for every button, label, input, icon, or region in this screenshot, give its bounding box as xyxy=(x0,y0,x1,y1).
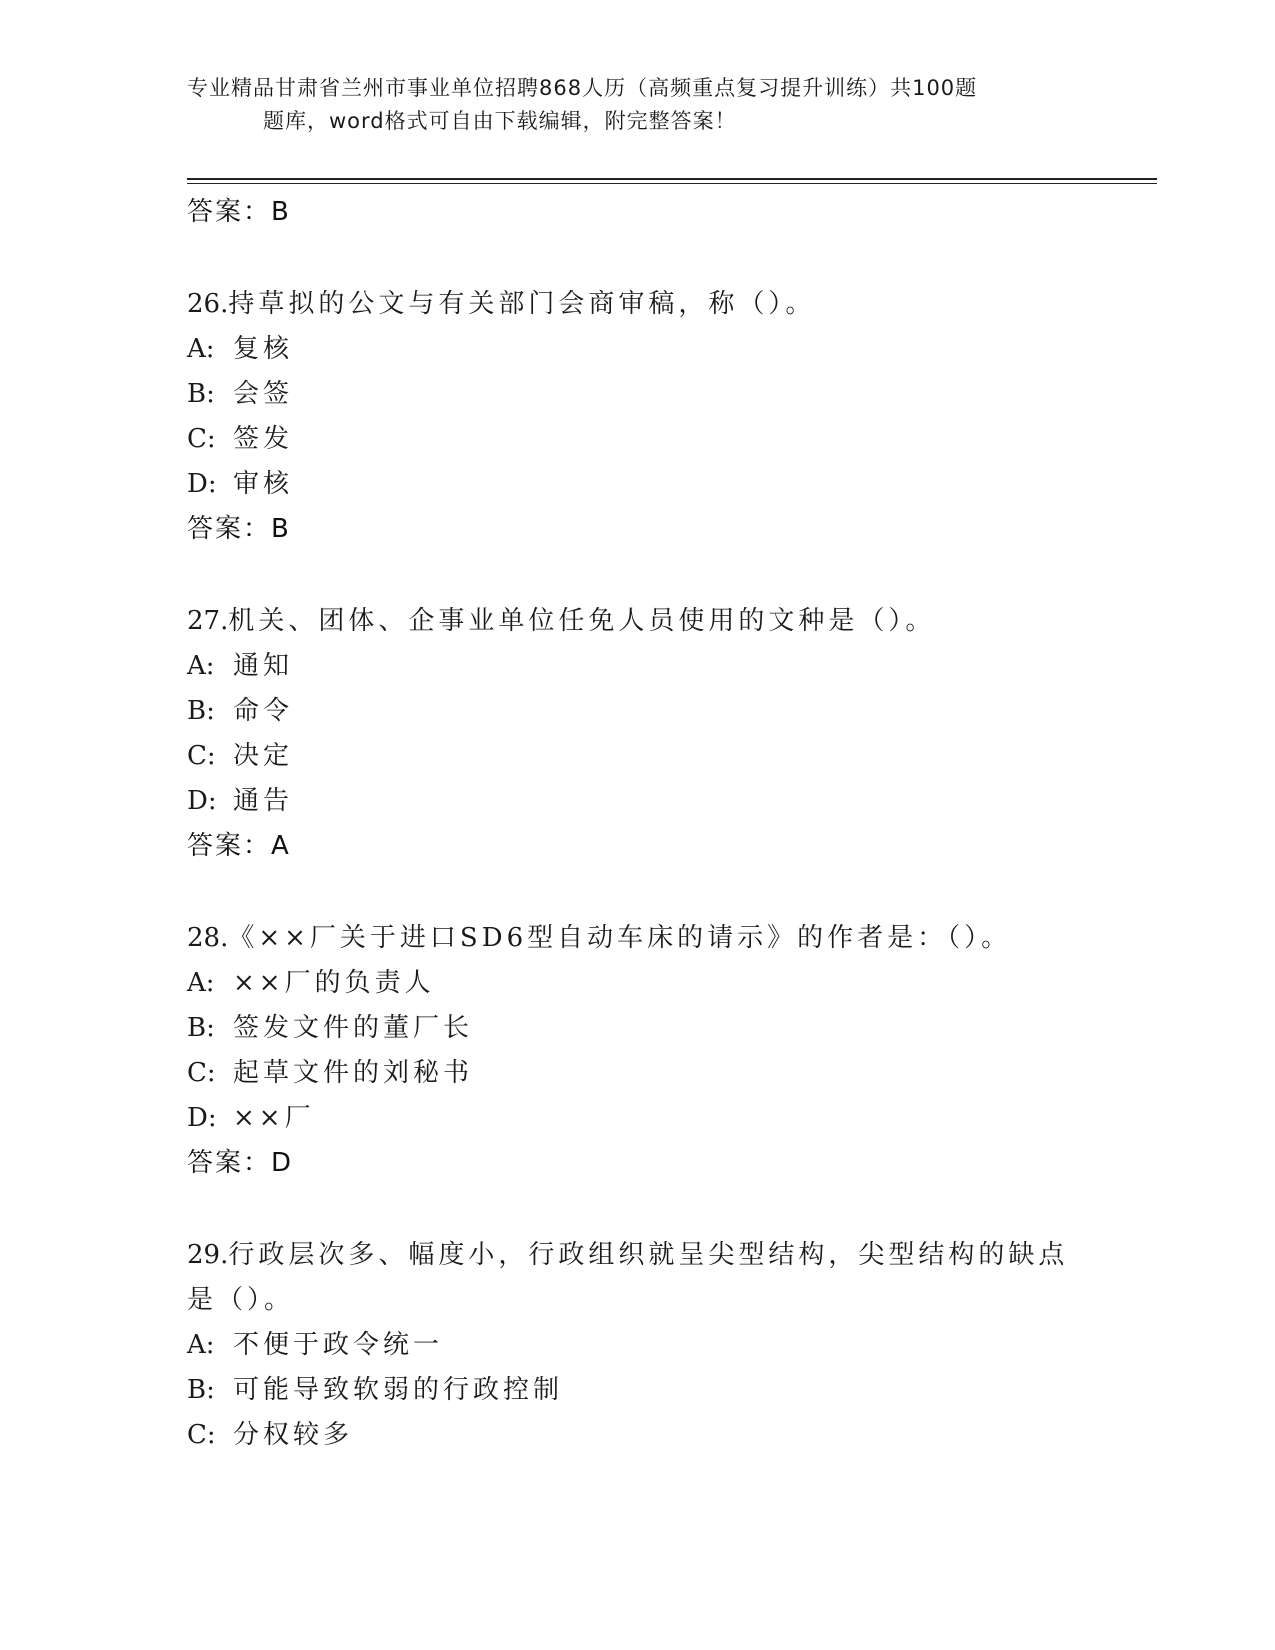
option-text: 签发文件的董厂长 xyxy=(233,1013,474,1043)
option-text: 不便于政令统一 xyxy=(233,1330,444,1360)
question-number: 26. xyxy=(187,289,229,319)
question-text xyxy=(187,282,1087,327)
option-item xyxy=(187,327,1087,372)
question-spacer xyxy=(187,552,1087,599)
question-text xyxy=(187,1233,1087,1323)
question-stem: 机关、团体、企事业单位任免人员使用的文种是（）。 xyxy=(228,606,936,636)
option-letter: B: xyxy=(187,1013,215,1043)
question-spacer xyxy=(187,235,1087,282)
option-letter: C: xyxy=(187,1420,216,1450)
question-block xyxy=(187,1233,1087,1458)
option-letter: A: xyxy=(187,334,215,364)
question-block xyxy=(187,599,1087,869)
option-text: 复核 xyxy=(233,334,294,364)
question-text xyxy=(187,599,1087,644)
option-item xyxy=(187,779,1087,824)
option-text: 命令 xyxy=(233,696,294,726)
header-title-line-2: 题库，word格式可自由下载编辑，附完整答案！ xyxy=(263,109,737,133)
option-text: 签发 xyxy=(233,424,294,454)
option-letter: A: xyxy=(187,968,215,998)
option-item xyxy=(187,734,1087,779)
answer-line: 答案：A xyxy=(187,831,291,861)
question-stem: 《××厂关于进口SD6型自动车床的请示》的作者是：（）。 xyxy=(228,923,1012,953)
option-letter: B: xyxy=(187,379,215,409)
question-number: 29. xyxy=(187,1240,229,1270)
option-text: 决定 xyxy=(233,741,294,771)
option-text: ××厂 xyxy=(233,1103,315,1133)
option-letter: C: xyxy=(187,1058,216,1088)
option-item xyxy=(187,417,1087,462)
question-list xyxy=(187,190,1087,1458)
answer-line: 答案：B xyxy=(187,514,291,544)
option-text: ××厂的负责人 xyxy=(233,968,435,998)
question-text xyxy=(187,916,1087,961)
option-item xyxy=(187,1413,1087,1458)
question-stem: 持草拟的公文与有关部门会商审稿，称（）。 xyxy=(228,289,816,319)
question-spacer xyxy=(187,869,1087,916)
option-item xyxy=(187,644,1087,689)
answer-line: 答案：D xyxy=(187,1148,294,1178)
option-letter: A: xyxy=(187,651,215,681)
option-text: 起草文件的刘秘书 xyxy=(233,1058,474,1088)
header-title-line-1: 专业精品甘肃省兰州市事业单位招聘868人历（高频重点复习提升训练）共100题 xyxy=(187,76,978,100)
option-letter: C: xyxy=(187,741,216,771)
question-block xyxy=(187,282,1087,552)
answer-line: 答案：B xyxy=(187,197,291,227)
option-item xyxy=(187,961,1087,1006)
option-item xyxy=(187,1096,1087,1141)
option-text: 可能导致软弱的行政控制 xyxy=(233,1375,564,1405)
option-letter: D: xyxy=(187,1103,217,1133)
option-item xyxy=(187,1323,1087,1368)
option-letter: B: xyxy=(187,696,215,726)
option-item xyxy=(187,462,1087,507)
option-item xyxy=(187,1051,1087,1096)
question-number: 28. xyxy=(187,923,229,953)
option-text: 会签 xyxy=(233,379,294,409)
option-letter: D: xyxy=(187,469,217,499)
question-spacer xyxy=(187,1186,1087,1233)
option-item xyxy=(187,1006,1087,1051)
option-item xyxy=(187,689,1087,734)
question-number: 27. xyxy=(187,606,229,636)
option-item xyxy=(187,372,1087,417)
question-stem: 行政层次多、幅度小，行政组织就呈尖型结构，尖型结构的缺点是（）。 xyxy=(187,1240,1069,1315)
option-letter: A: xyxy=(187,1330,215,1360)
option-text: 通知 xyxy=(233,651,294,681)
option-letter: B: xyxy=(187,1375,215,1405)
option-text: 分权较多 xyxy=(233,1420,354,1450)
option-letter: C: xyxy=(187,424,216,454)
option-text: 审核 xyxy=(233,469,294,499)
option-letter: D: xyxy=(187,786,217,816)
page-header xyxy=(187,72,1087,138)
option-item xyxy=(187,1368,1087,1413)
question-block xyxy=(187,916,1087,1186)
header-divider xyxy=(187,178,1157,180)
header-divider-thin xyxy=(187,183,1157,184)
option-text: 通告 xyxy=(233,786,294,816)
